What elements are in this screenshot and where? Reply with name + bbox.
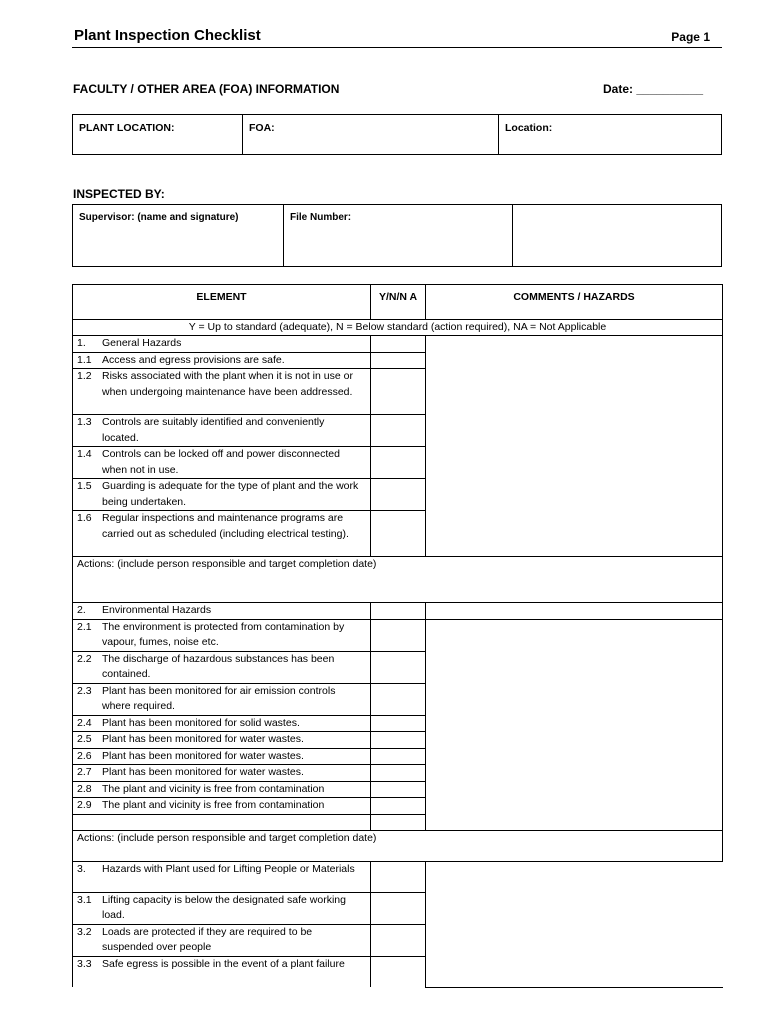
ynna-cell[interactable] bbox=[371, 447, 426, 479]
ynna-cell[interactable] bbox=[371, 511, 426, 557]
element-cell bbox=[73, 619, 371, 651]
item-number: 2.8 bbox=[77, 782, 92, 795]
item-text: Risks associated with the plant when it is not in use or when undergoing maintenance have been addressed. bbox=[102, 370, 353, 398]
item-text: Regular inspections and maintenance programs are carried out as scheduled (including electrical testing). bbox=[102, 512, 349, 540]
item-text: The plant and vicinity is free from contamination bbox=[102, 799, 325, 811]
item-text: Controls can be locked off and power disconnected when not in use. bbox=[102, 448, 340, 476]
ynna-cell[interactable] bbox=[371, 715, 426, 732]
element-cell bbox=[73, 479, 371, 511]
page-number: Page 1 bbox=[671, 30, 710, 44]
item-number: 2.4 bbox=[77, 716, 92, 729]
element-cell bbox=[73, 511, 371, 557]
section-title-cell bbox=[73, 861, 371, 892]
actions-row bbox=[73, 830, 723, 861]
element-cell bbox=[73, 447, 371, 479]
ynna-cell[interactable] bbox=[371, 603, 426, 620]
item-number: 3.1 bbox=[77, 893, 92, 906]
table-row bbox=[73, 619, 723, 651]
ynna-cell[interactable] bbox=[371, 683, 426, 715]
item-text: The environment is protected from contamination by vapour, fumes, noise etc. bbox=[102, 620, 345, 648]
section-number: 3. bbox=[77, 862, 86, 875]
comments-cell[interactable] bbox=[426, 619, 723, 830]
element-cell bbox=[73, 369, 371, 415]
ynna-cell[interactable] bbox=[371, 798, 426, 815]
file-number-field[interactable] bbox=[284, 205, 513, 266]
ynna-cell[interactable] bbox=[371, 748, 426, 765]
table-header-row bbox=[73, 285, 723, 320]
item-number: 2.6 bbox=[77, 749, 92, 762]
item-number: 2.9 bbox=[77, 799, 92, 811]
section-title: Hazards with Plant used for Lifting People or Materials bbox=[102, 862, 355, 875]
section-row bbox=[73, 603, 723, 620]
foa-label: FOA: bbox=[249, 122, 275, 134]
actions-field[interactable] bbox=[73, 557, 723, 603]
item-text: Lifting capacity is below the designated safe working load. bbox=[102, 893, 346, 921]
item-number: 1.2 bbox=[77, 370, 92, 382]
section-title: Environmental Hazards bbox=[102, 604, 212, 616]
ynna-cell[interactable] bbox=[371, 352, 426, 369]
section-row bbox=[73, 336, 723, 353]
ynna-cell[interactable] bbox=[371, 781, 426, 798]
comments-cell[interactable] bbox=[426, 603, 723, 620]
section-title-cell bbox=[73, 336, 371, 353]
item-text: Plant has been monitored for water wastes. bbox=[102, 766, 304, 778]
supervisor-field[interactable] bbox=[73, 205, 284, 266]
element-cell bbox=[73, 765, 371, 782]
date-field[interactable]: Date: __________ bbox=[603, 82, 704, 96]
item-number: 1.3 bbox=[77, 416, 92, 428]
ynna-cell[interactable] bbox=[371, 892, 426, 924]
actions-label: Actions: (include person responsible and target completion date) bbox=[77, 558, 377, 570]
ynna-cell[interactable] bbox=[371, 861, 426, 892]
ynna-cell[interactable] bbox=[371, 765, 426, 782]
element-cell bbox=[73, 798, 371, 815]
section-number: 2. bbox=[77, 604, 86, 616]
ynna-cell[interactable] bbox=[371, 619, 426, 651]
section-title-cell bbox=[73, 603, 371, 620]
item-number: 2.2 bbox=[77, 652, 92, 665]
plant-location-field[interactable] bbox=[73, 115, 243, 154]
item-number: 1.6 bbox=[77, 512, 92, 524]
actions-label: Actions: (include person responsible and target completion date) bbox=[77, 831, 377, 844]
ynna-cell[interactable] bbox=[371, 814, 426, 830]
item-number: 3.3 bbox=[77, 957, 92, 970]
item-text: Access and egress provisions are safe. bbox=[102, 353, 285, 366]
item-text: Safe egress is possible in the event of a plant failure bbox=[102, 957, 345, 970]
page-title: Plant Inspection Checklist bbox=[74, 27, 261, 44]
element-cell bbox=[73, 352, 371, 369]
comments-cell[interactable] bbox=[426, 861, 723, 987]
item-text: Plant has been monitored for air emission controls where required. bbox=[102, 684, 336, 712]
file-number-label: File Number: bbox=[290, 212, 352, 223]
item-text: Loads are protected if they are required to be suspended over people bbox=[102, 925, 313, 953]
element-cell bbox=[73, 781, 371, 798]
section-number: 1. bbox=[77, 337, 86, 349]
checklist-table bbox=[72, 284, 723, 988]
extra-field[interactable] bbox=[513, 205, 721, 266]
item-text: Plant has been monitored for water wastes. bbox=[102, 749, 304, 762]
ynna-cell[interactable] bbox=[371, 369, 426, 415]
element-cell bbox=[73, 956, 371, 987]
ynna-cell[interactable] bbox=[371, 924, 426, 956]
element-cell bbox=[73, 415, 371, 447]
item-number: 2.1 bbox=[77, 620, 92, 633]
element-cell bbox=[73, 683, 371, 715]
foa-info-box bbox=[72, 114, 722, 155]
inspected-by-heading: INSPECTED BY: bbox=[73, 187, 165, 201]
column-header-ynna: Y/N/N A bbox=[371, 285, 426, 320]
item-number: 3.2 bbox=[77, 925, 92, 938]
item-text: Controls are suitably identified and conveniently located. bbox=[102, 416, 325, 444]
inspected-by-box bbox=[72, 204, 722, 267]
item-text: The plant and vicinity is free from contamination bbox=[102, 782, 325, 795]
item-number: 1.5 bbox=[77, 480, 92, 492]
ynna-cell[interactable] bbox=[371, 479, 426, 511]
item-text: Plant has been monitored for solid wastes. bbox=[102, 716, 300, 729]
plant-location-label: PLANT LOCATION: bbox=[79, 122, 175, 134]
comments-cell[interactable] bbox=[426, 336, 723, 557]
element-cell bbox=[73, 814, 371, 830]
element-cell bbox=[73, 732, 371, 749]
element-cell bbox=[73, 651, 371, 683]
page-header bbox=[72, 27, 722, 48]
actions-row bbox=[73, 557, 723, 603]
supervisor-label: Supervisor: (name and signature) bbox=[79, 212, 239, 223]
actions-field[interactable] bbox=[73, 830, 723, 861]
foa-field[interactable] bbox=[243, 115, 499, 154]
item-number: 1.4 bbox=[77, 448, 92, 460]
element-cell bbox=[73, 892, 371, 924]
ynna-cell[interactable] bbox=[371, 956, 426, 987]
item-number: 2.3 bbox=[77, 684, 92, 697]
location-label: Location: bbox=[505, 122, 553, 134]
foa-heading: FACULTY / OTHER AREA (FOA) INFORMATION bbox=[73, 82, 340, 96]
element-cell bbox=[73, 748, 371, 765]
section-title: General Hazards bbox=[102, 337, 182, 349]
item-text: Plant has been monitored for water wastes. bbox=[102, 733, 304, 745]
column-header-comments: COMMENTS / HAZARDS bbox=[426, 285, 723, 320]
location-field[interactable] bbox=[499, 115, 721, 154]
item-number: 2.7 bbox=[77, 766, 92, 778]
ynna-cell[interactable] bbox=[371, 651, 426, 683]
legend-text: Y = Up to standard (adequate), N = Below standard (action required), NA = Not Applicable bbox=[73, 320, 723, 336]
column-header-element: ELEMENT bbox=[73, 285, 371, 320]
ynna-cell[interactable] bbox=[371, 336, 426, 353]
item-text: Guarding is adequate for the type of plant and the work being undertaken. bbox=[102, 480, 359, 508]
element-cell bbox=[73, 924, 371, 956]
item-text: The discharge of hazardous substances has been contained. bbox=[102, 652, 335, 680]
legend-row bbox=[73, 320, 723, 336]
item-number: 1.1 bbox=[77, 353, 92, 366]
section-row bbox=[73, 861, 723, 892]
ynna-cell[interactable] bbox=[371, 415, 426, 447]
element-cell bbox=[73, 715, 371, 732]
ynna-cell[interactable] bbox=[371, 732, 426, 749]
item-number: 2.5 bbox=[77, 733, 92, 745]
